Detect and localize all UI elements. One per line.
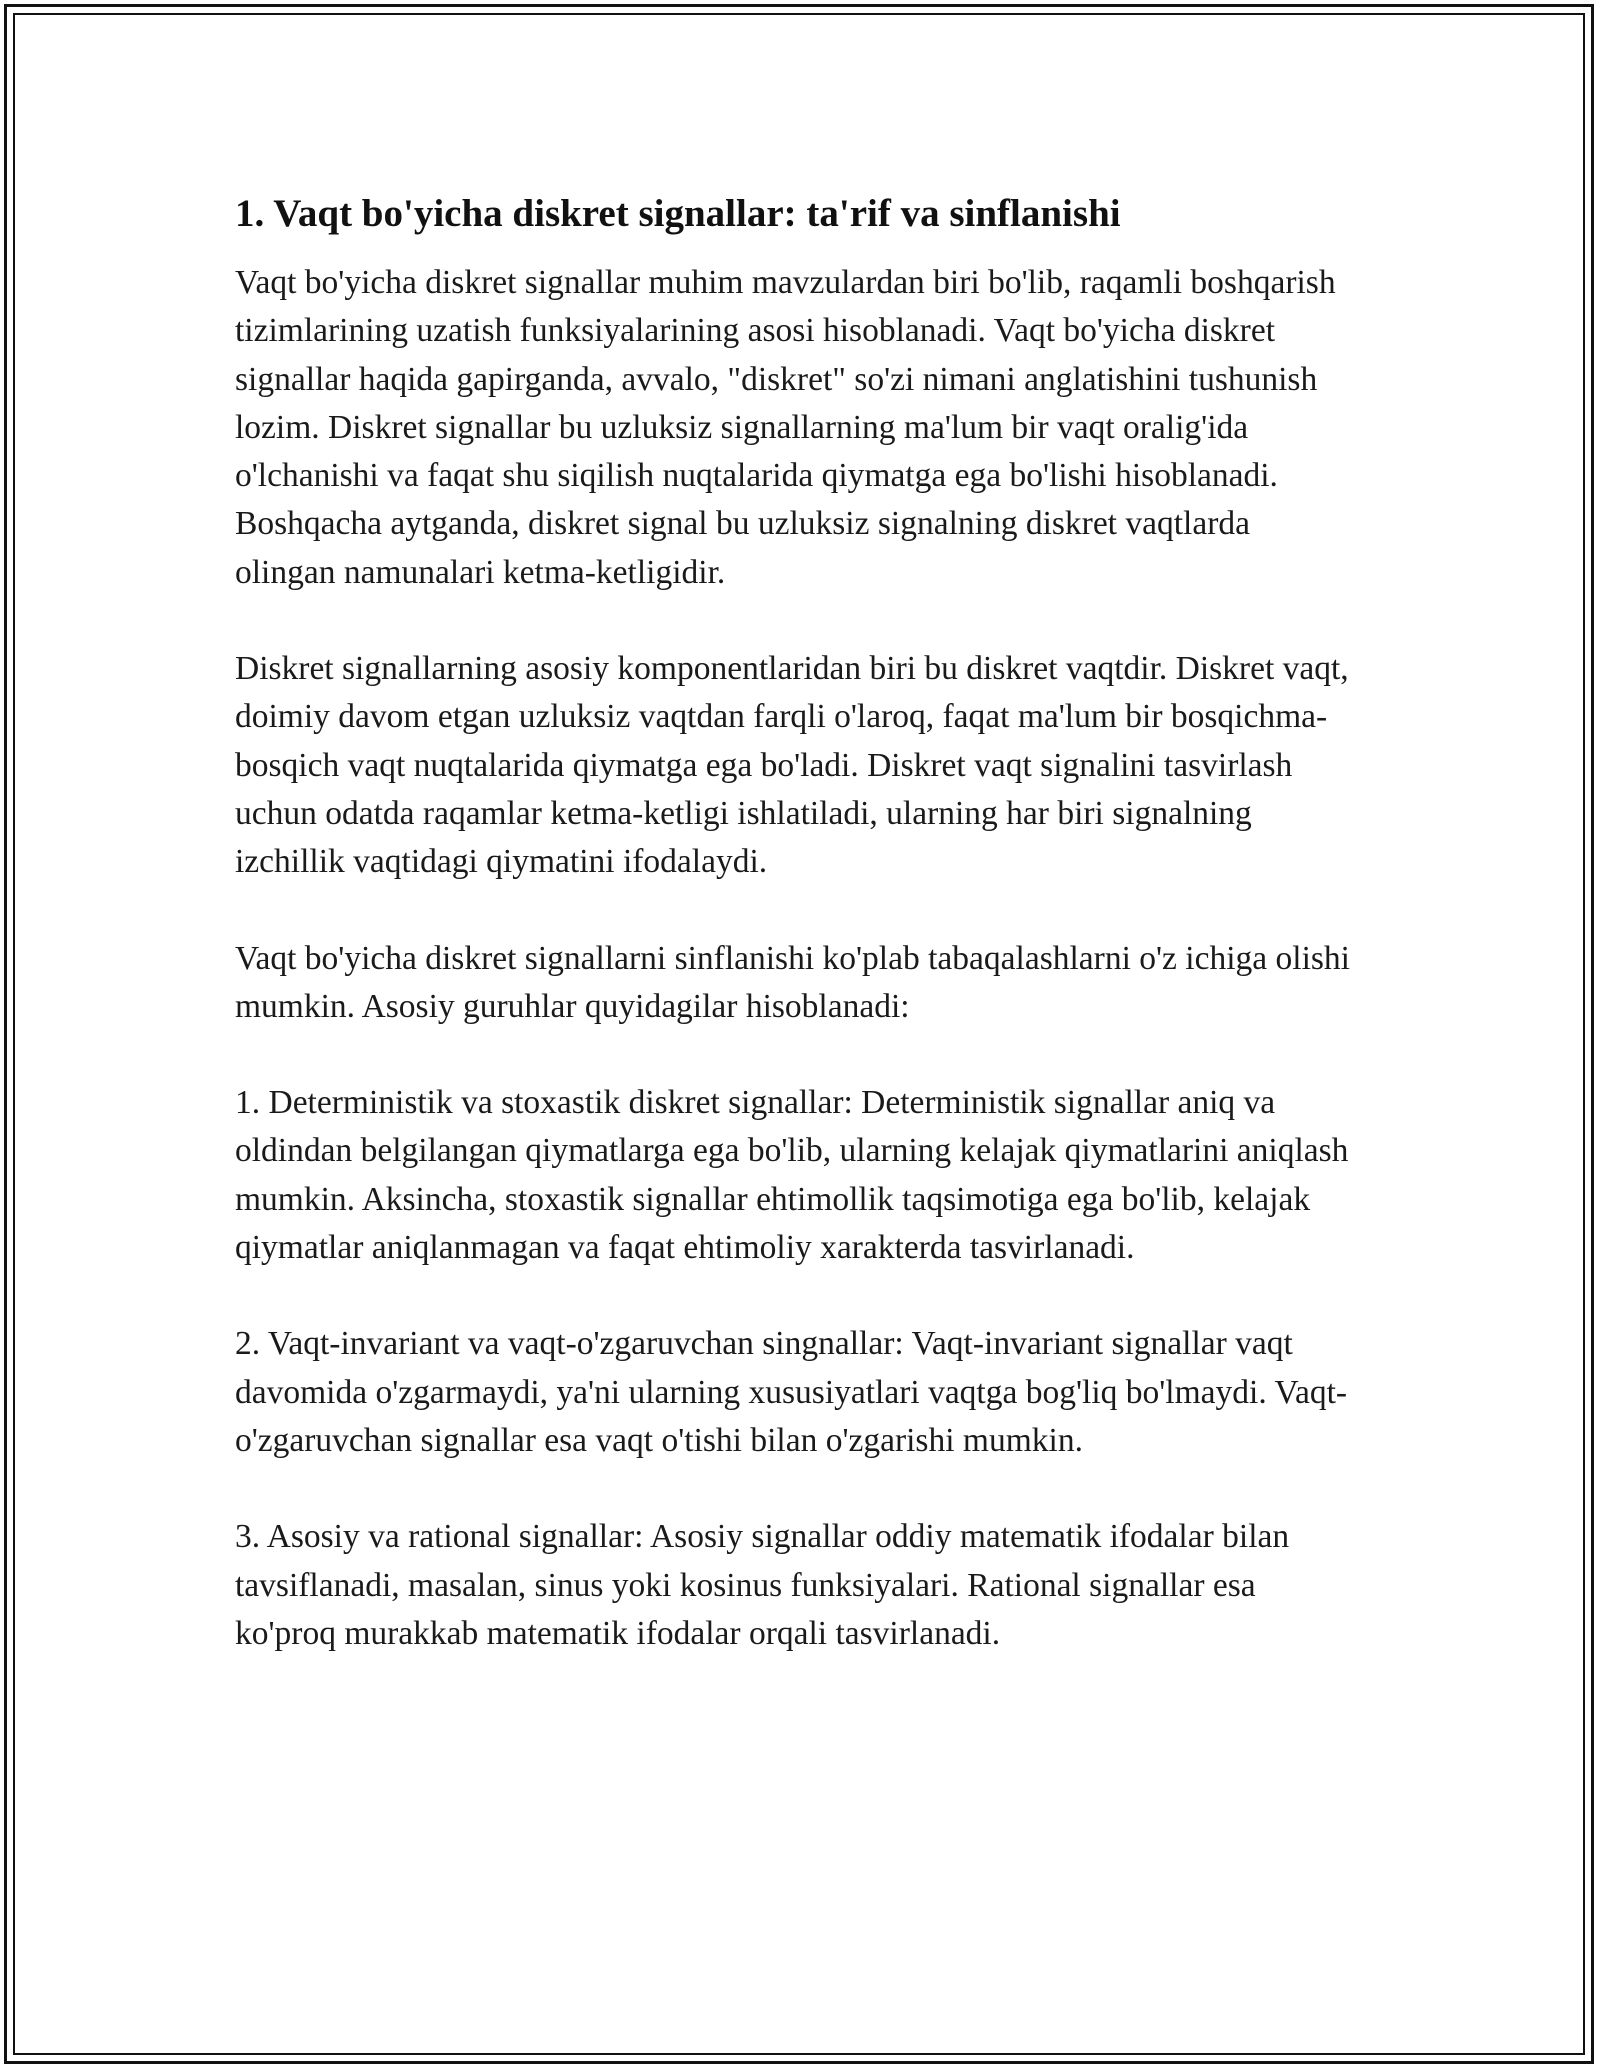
document-body xyxy=(235,185,1355,1706)
paragraph-discrete-time: Diskret signallarning asosiy komponentlaridan biri bu diskret vaqtdir. Diskret vaqt, doimiy davom etgan uzluksiz vaqtdan farqli o'laroq, faqat ma'lum bir bosqichma-bosqich vaqt nuqtalarida qiymatga ega bo'ladi. Diskret vaqt signalini tasvirlash uchun odatda raqamlar ketma-ketligi ishlatiladi, ularning har biri signalning izchillik vaqtidagi qiymatini ifodalaydi. xyxy=(235,650,1349,881)
paragraph-definition: Vaqt bo'yicha diskret signallar muhim mavzulardan biri bo'lib, raqamli boshqarish tizimlarining uzatish funksiyalarining asosi hisoblanadi. Vaqt bo'yicha diskret signallar haqida gapirganda, avvalo, "diskret" so'zi nimani anglatishini tushunish lozim. Diskret signallar bu uzluksiz signallarning ma'lum bir vaqt oralig'ida o'lchanishi va faqat shu siqilish nuqtalarida qiymatga ega bo'lishi hisoblanadi. Boshqacha aytganda, diskret signal bu uzluksiz signalning diskret vaqtlarda olingan namunalari ketma-ketligidir. xyxy=(235,264,1336,591)
list-item-deterministic-stochastic: 1. Deterministik va stoxastik diskret signallar: Deterministik signallar aniq va oldindan belgilangan qiymatlarga ega bo'lib, ularning kelajak qiymatlarini aniqlash mumkin. Aksincha, stoxastik signallar ehtimollik taqsimotiga ega bo'lib, kelajak qiymatlar aniqlanmagan va faqat ehtimoliy xarakterda tasvirlanadi. xyxy=(235,1084,1349,1267)
list-item-time-invariant: 2. Vaqt-invariant va vaqt-o'zgaruvchan singnallar: Vaqt-invariant signallar vaqt davomida o'zgarmaydi, ya'ni ularning xususiyatlari vaqtga bog'liq bo'lmaydi. Vaqt-o'zgaruvchan signallar esa vaqt o'tishi bilan o'zgarishi mumkin. xyxy=(235,1325,1348,1459)
list-item-basic-rational: 3. Asosiy va rational signallar: Asosiy signallar oddiy matematik ifodalar bilan tavsiflanadi, masalan, sinus yoki kosinus funksiyalari. Rational signallar esa ko'proq murakkab matematik ifodalar orqali tasvirlanadi. xyxy=(235,1518,1290,1652)
section-heading: 1. Vaqt bo'yicha diskret signallar: ta'rif va sinflanishi xyxy=(235,192,1121,235)
paragraph-classification-intro: Vaqt bo'yicha diskret signallarni sinflanishi ko'plab tabaqalashlarni o'z ichiga olishi mumkin. Asosiy guruhlar quyidagilar hisoblanadi: xyxy=(235,939,1350,1025)
